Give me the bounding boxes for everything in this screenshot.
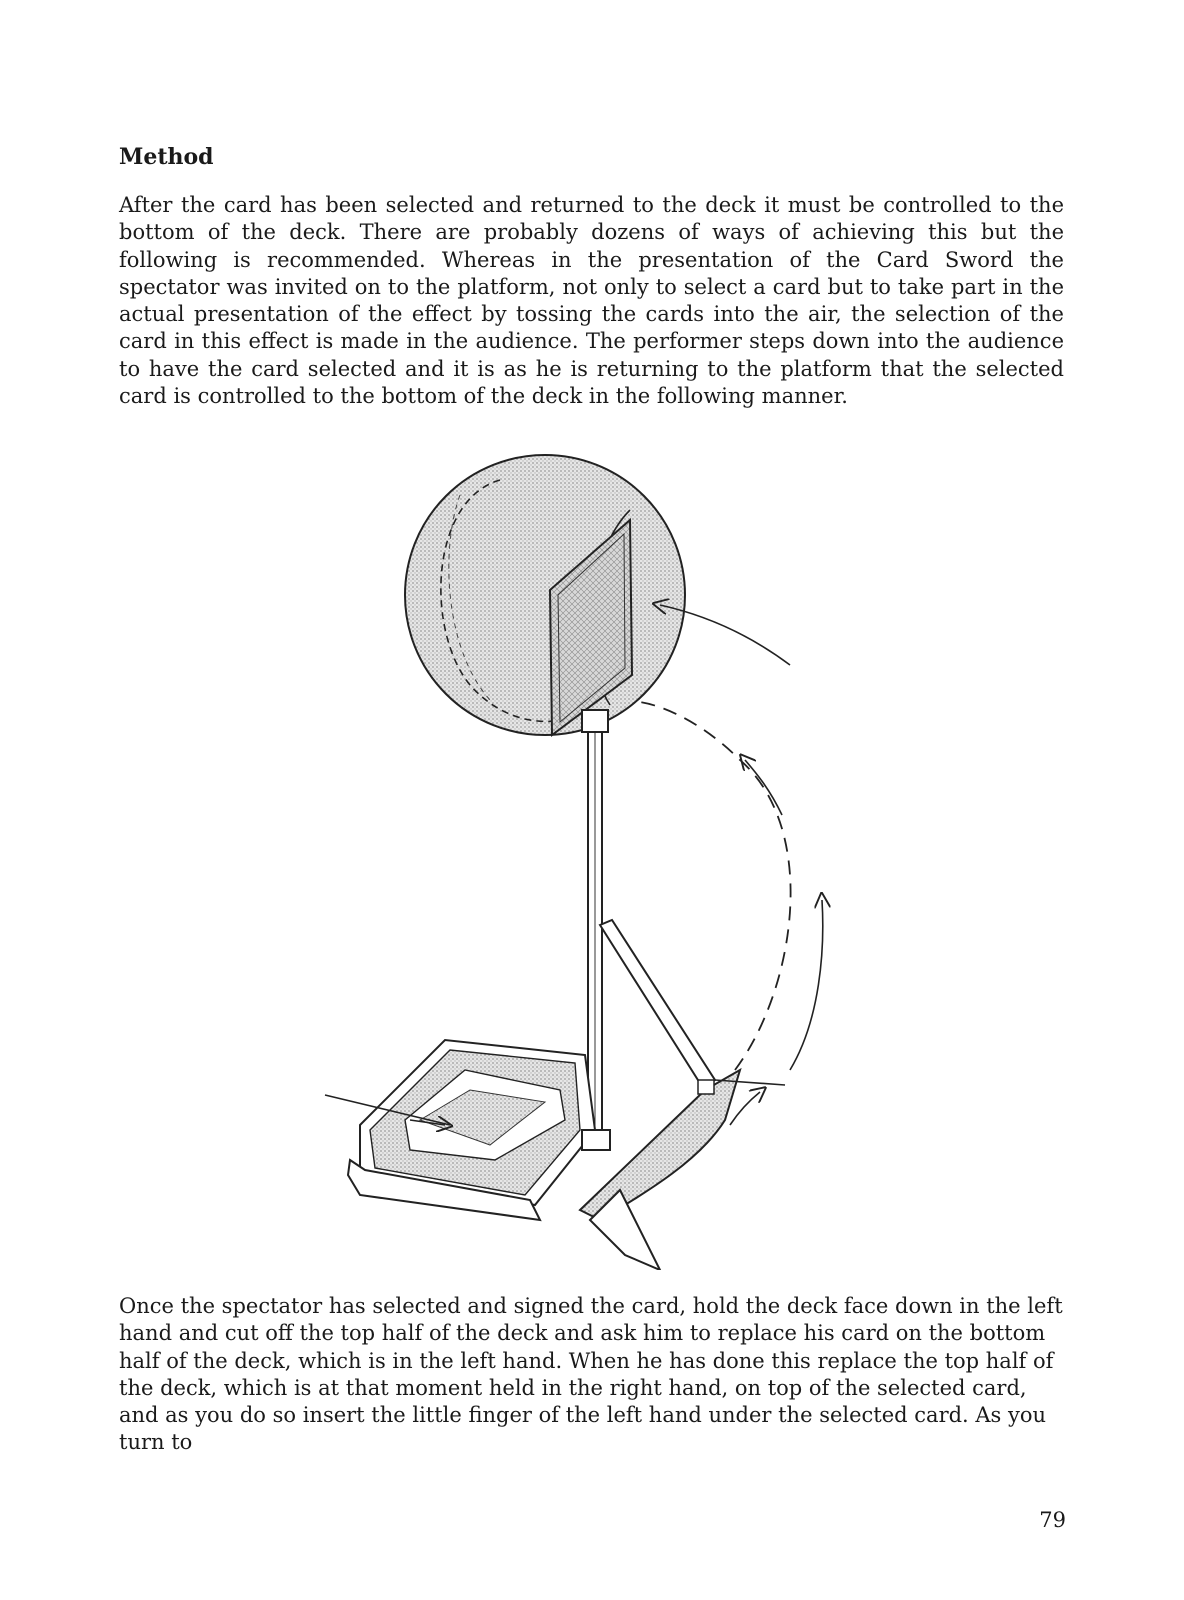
- arrow-up: [790, 900, 823, 1070]
- launcher-tray: [580, 1070, 785, 1270]
- globe: [405, 455, 685, 735]
- apparatus-illustration: [320, 430, 860, 1270]
- paragraph-intro: After the card has been selected and returned to the deck it must be controlled to the bottom of the deck. There are probably dozens of ways of achieving this but the following is recommended. Whereas in the presentation of the Card Sword the spectator was invited on to the platform, not only to select a card but to take part in the actual presentation of the effect by tossing the cards into the air, the selection of the card in this effect is made in the audience. The performer steps down into the audience to have the card selected and it is as he is returning to the platform that the selected card is controlled to the bottom of the deck in the following manner.: [119, 193, 1064, 409]
- pole-clamp: [582, 1130, 610, 1150]
- paragraph-method: Once the spectator has selected and signed the card, hold the deck face down in the left hand and cut off the top half of the deck and ask him to replace his card on the bottom half of the deck, which is in the left hand. When he has done this replace the top half of the deck, which is at that moment held in the right hand, on top of the selected card, and as you do so insert the little finger of the left hand under the selected card. As you turn to: [119, 1294, 1063, 1455]
- page-number: 79: [1039, 1508, 1066, 1532]
- arrow-upper: [745, 760, 782, 815]
- section-heading: Method: [119, 144, 214, 170]
- brace-arm: [600, 920, 715, 1088]
- base-platform: [348, 1040, 595, 1220]
- arrow-lower: [730, 1092, 760, 1125]
